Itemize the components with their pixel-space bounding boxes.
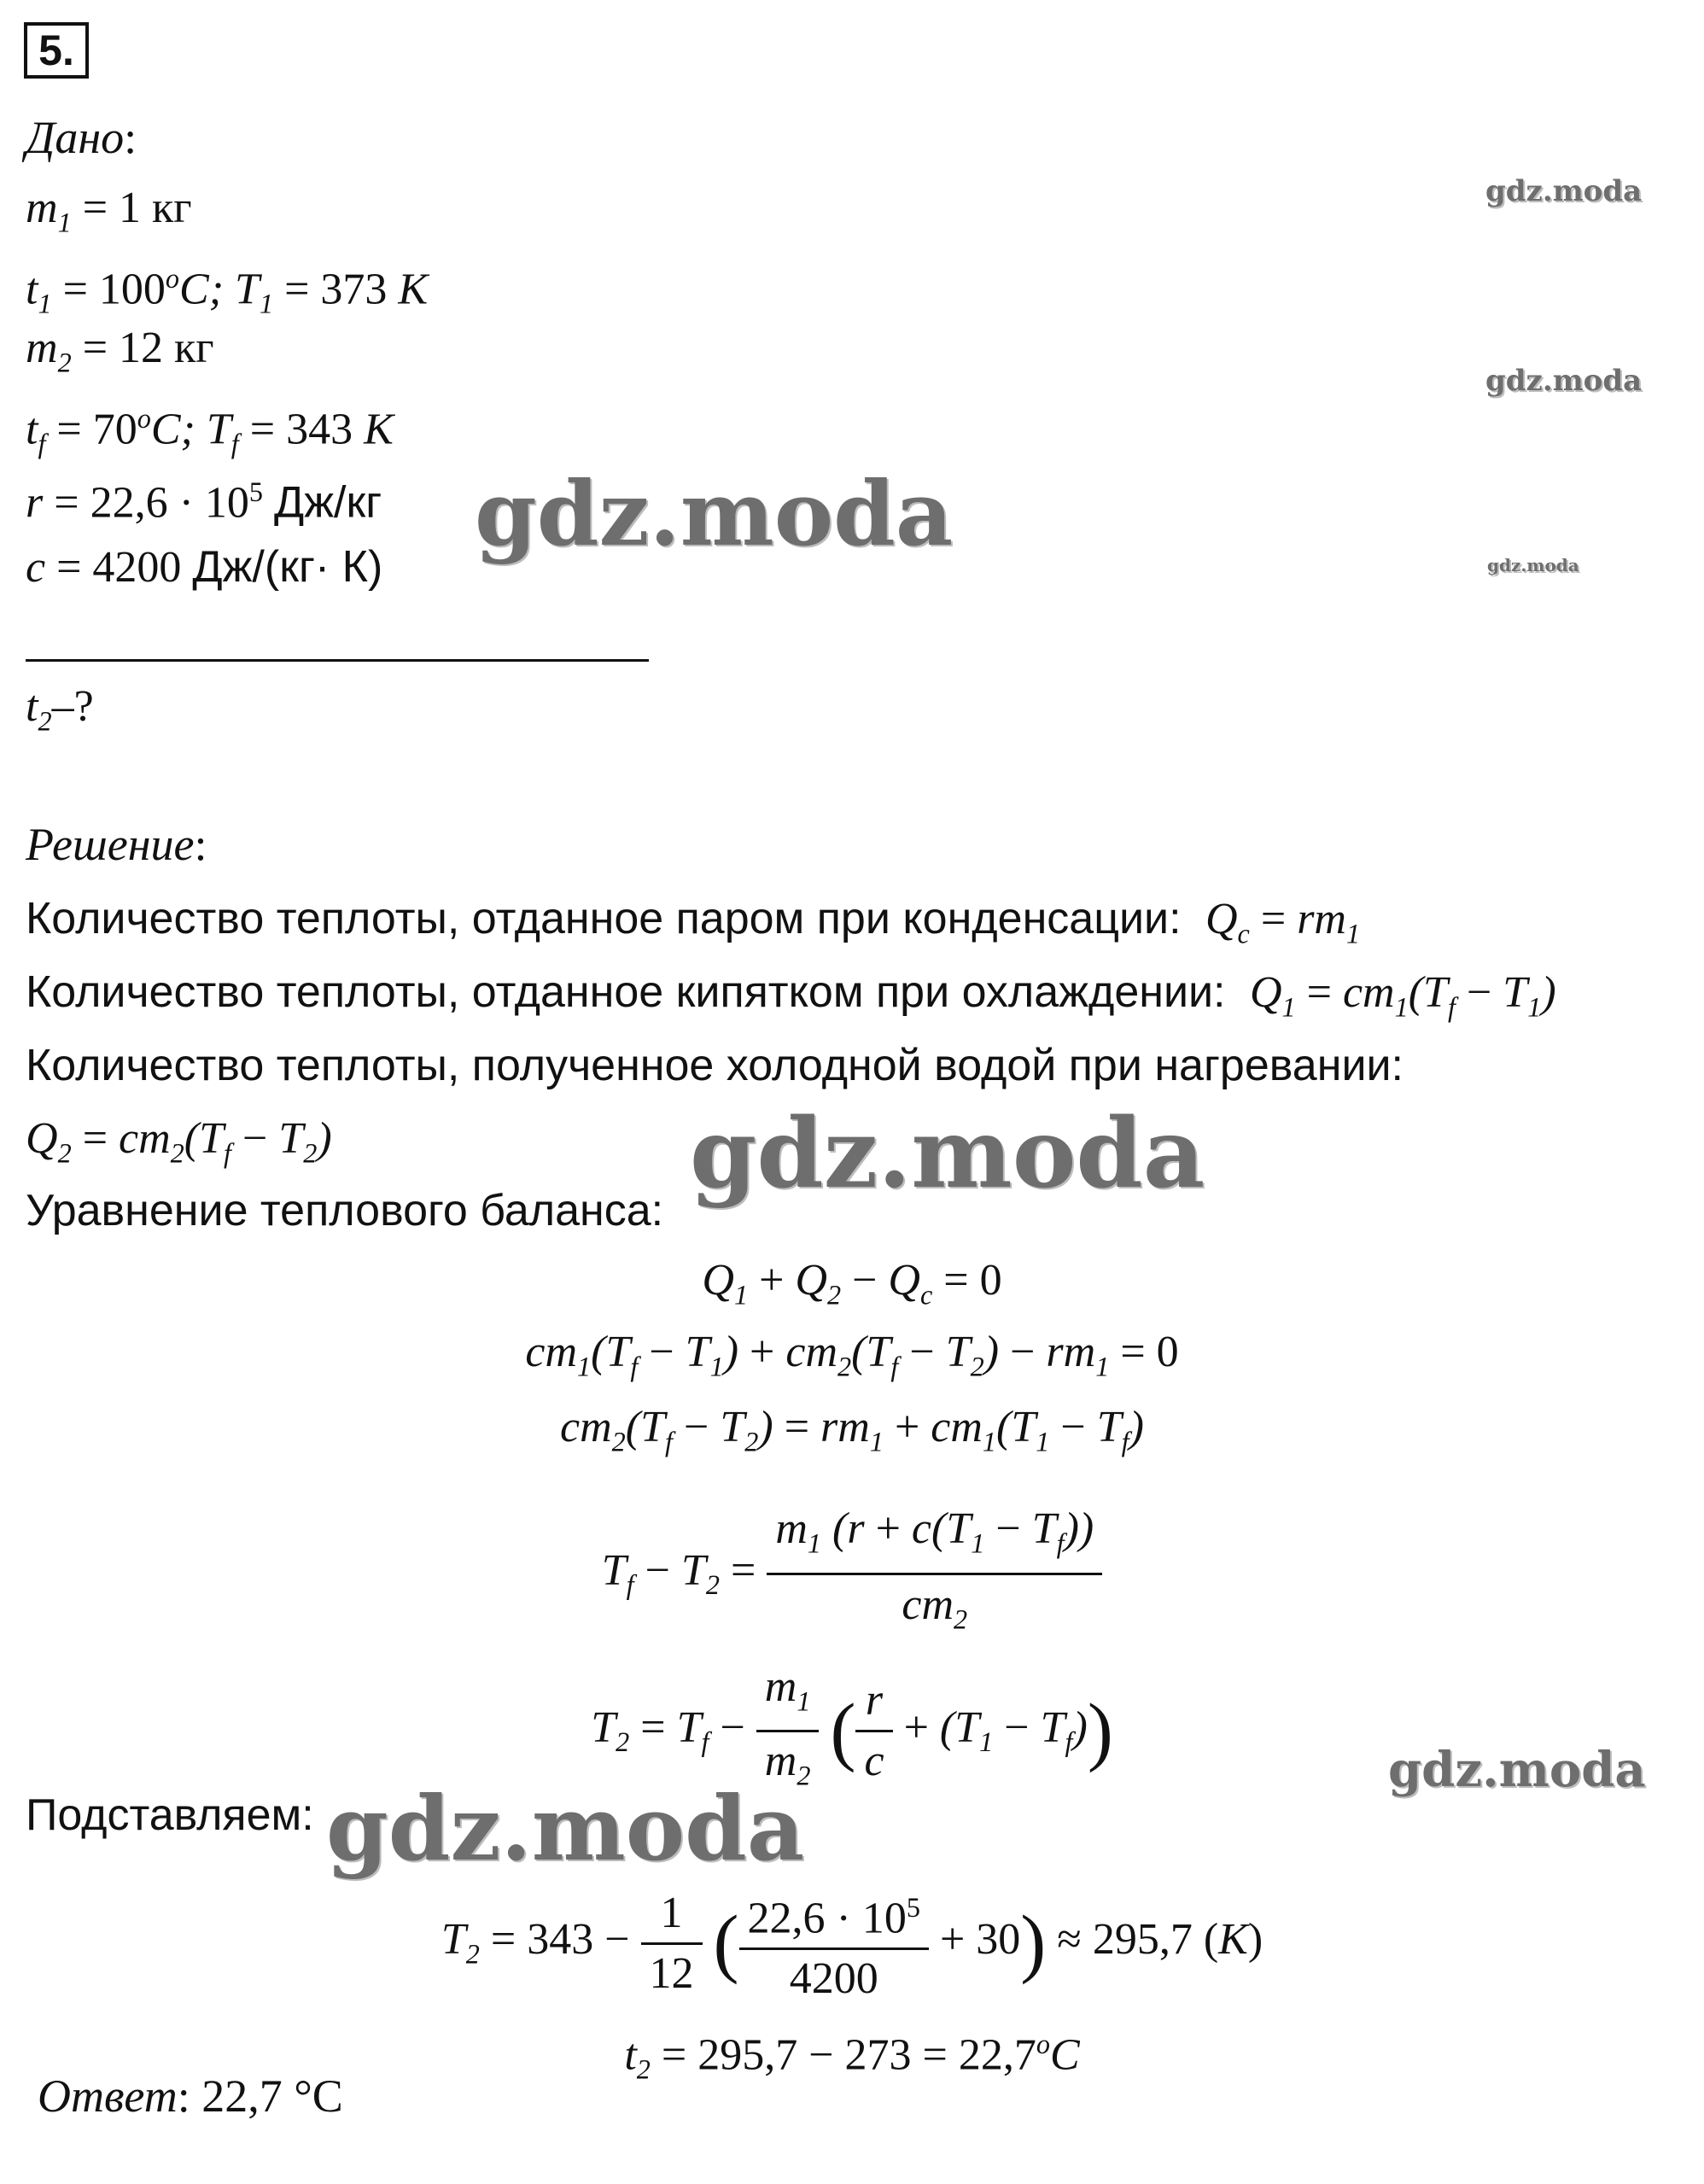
unknown: $t_2-$?: [26, 682, 94, 737]
watermark: gdz.moda: [1487, 555, 1579, 575]
problem-number: 5.: [24, 22, 89, 79]
equation-4: $T_f - T_2$ = $\frac{m_1 (r + c(T_1 - T_f))}{cm_2}$: [0, 1499, 1704, 1650]
watermark: gdz.moda: [1388, 1742, 1646, 1798]
equation-numeric: $T_2 = 343$ − $\frac{1}{12}$ ( $\frac{22,6 \cdot 10^5}{4200}$ + 30) ≈ 295,7 (K): [0, 1878, 1704, 2008]
given-line-4: $t_f = 70^oC$; $T_f = 343$ K: [26, 403, 394, 459]
watermark: gdz.moda: [475, 461, 954, 566]
substitute-label: Подставляем:: [26, 1790, 314, 1840]
given-divider: [26, 659, 649, 662]
given-line-6: c = 4200 Дж/(кг· К): [26, 542, 383, 592]
equation-2: $cm_1(T_f - T_1) + cm_2(T_f - T_2) - rm_1 = 0$: [525, 1328, 1179, 1382]
equation-3: $cm_2(T_f - T_2) = rm_1 + cm_1(T_1 - T_f)$: [560, 1403, 1144, 1457]
text-condensation: Количество теплоты, отданное паром при конденсации: $Q_c = rm_1$: [26, 894, 1361, 949]
watermark: gdz.moda: [1485, 174, 1643, 208]
answer: Ответ: 22,7 °C: [38, 2070, 343, 2122]
given-line-1: $m_1 = 1$ кг: [26, 184, 192, 238]
text-heating: Количество теплоты, полученное холодной водой при нагревании:: [26, 1041, 1403, 1090]
given-line-5: $r = 22,6 \cdot 10^5$ Дж/кг: [26, 476, 382, 528]
given-line-2: $t_1 = 100^oC$; $T_1 = 373$ K: [26, 263, 429, 319]
equation-5: $T_2 = T_f$ − $\frac{m_1}{m_2}$ ( $\frac{r}{c}$ + $(T_1 - T_f)$): [0, 1658, 1704, 1805]
balance-label: Уравнение теплового баланса:: [26, 1186, 664, 1235]
given-line-3: $m_2 = 12$ кг: [26, 324, 214, 378]
watermark: gdz.moda: [326, 1776, 805, 1881]
watermark: gdz.moda: [1485, 364, 1643, 398]
given-label: Дано:: [26, 112, 137, 163]
result-t2: $t_2 = 295,7 - 273 = 22,7^oC$: [624, 2029, 1080, 2085]
solution-label: Решение:: [26, 819, 207, 870]
formula-q2: $Q_2 = cm_2(T_f - T_2)$: [26, 1114, 332, 1169]
equation-1: $Q_1 + Q_2 - Q_c = 0$: [702, 1256, 1002, 1311]
text-cooling: Количество теплоты, отданное кипятком при охлаждении: $Q_1 = cm_1(T_f - T_1)$: [26, 967, 1556, 1023]
watermark: gdz.moda: [690, 1098, 1205, 1210]
